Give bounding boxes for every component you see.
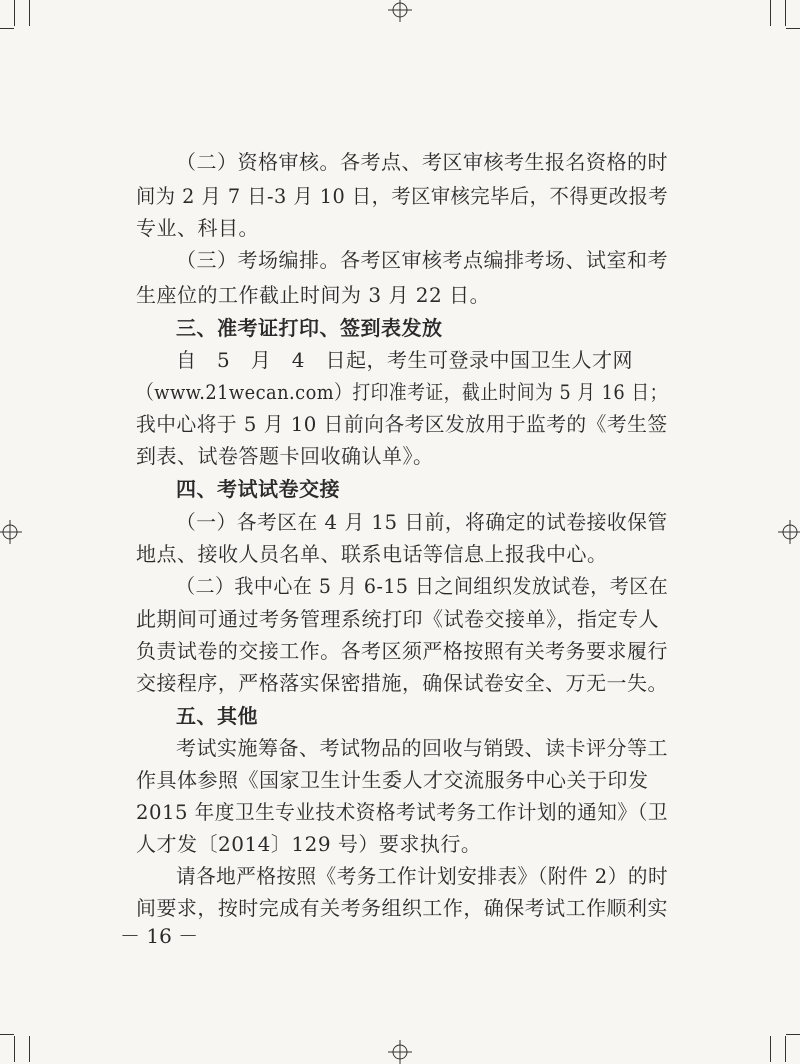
body-line: 此期间可通过考务管理系统打印《试卷交接单》，指定专人: [136, 607, 659, 631]
body-line: （三）考场编排。各考区审核考点编排考场、试室和考: [176, 248, 668, 272]
body-line: 交接程序，严格落实保密措施，确保试卷安全、万无一失。: [136, 671, 668, 695]
registration-mark-icon: [0, 520, 22, 544]
body-line: （www.21wecan.com）打印准考证，截止时间为 5 月 16 日；: [136, 380, 668, 404]
body-line: 负责试卷的交接工作。各考区须严格按照有关考务要求履行: [136, 639, 668, 663]
body-line: （二）我中心在 5 月 6-15 日之间组织发放试卷，考区在: [176, 574, 669, 598]
registration-mark-icon: [778, 520, 800, 544]
body-line: 人才发〔2014〕129 号）要求执行。: [136, 832, 482, 856]
section-heading: 四、考试试卷交接: [176, 477, 340, 501]
section-heading: 三、准考证打印、签到表发放: [176, 316, 443, 340]
body-line: 间要求，按时完成有关考务组织工作，确保考试工作顺利实: [136, 896, 668, 920]
body-line: 我中心将于 5 月 10 日前向各考区发放用于监考的《考生签: [136, 412, 668, 436]
body-line: 间为 2 月 7 日-3 月 10 日，考区审核完毕后，不得更改报考: [136, 184, 669, 208]
body-line: 地点、接收人员名单、联系电话等信息上报我中心。: [136, 542, 608, 566]
registration-mark-icon: [388, 1040, 412, 1064]
section-heading: 五、其他: [176, 704, 258, 728]
body-line: 专业、科目。: [136, 216, 259, 240]
body-line: 请各地严格按照《考务工作计划安排表》（附件 2）的时: [176, 864, 669, 888]
body-line: 2015 年度卫生专业技术资格考试考务工作计划的通知》（卫: [136, 800, 669, 824]
body-line: 自 5 月 4 日起，考生可登录中国卫生人才网: [176, 348, 633, 372]
page-number: － 16 －: [120, 924, 199, 948]
body-line: 作具体参照《国家卫生计生委人才交流服务中心关于印发: [136, 768, 649, 792]
body-line: （一）各考区在 4 月 15 日前，将确定的试卷接收保管: [176, 510, 668, 534]
body-line: 生座位的工作截止时间为 3 月 22 日。: [136, 283, 491, 307]
body-line: 考试实施筹备、考试物品的回收与销毁、读卡评分等工: [176, 736, 668, 760]
body-line: 到表、试卷答题卡回收确认单》。: [136, 444, 434, 468]
body-line: （二）资格审核。各考点、考区审核考生报名资格的时: [176, 150, 668, 174]
registration-mark-icon: [388, 0, 412, 22]
